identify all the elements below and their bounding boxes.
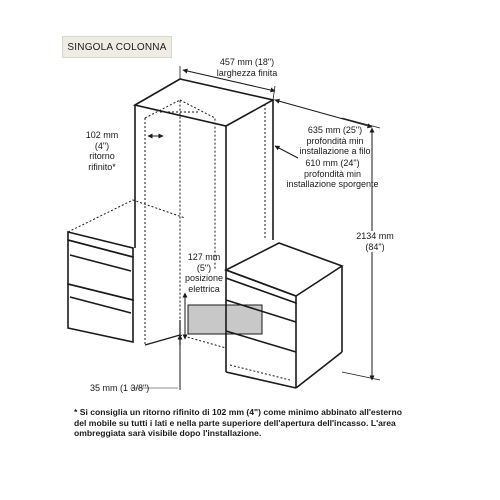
electrical-inch: (5") bbox=[196, 262, 212, 273]
height-inch: (84") bbox=[365, 241, 385, 252]
depth-flush-desc-2: installazione a filo bbox=[299, 146, 371, 156]
electrical-dimension-label bbox=[178, 252, 230, 294]
depth-proud-label bbox=[275, 158, 390, 190]
depth-flush-value: 635 mm (25") bbox=[307, 125, 363, 135]
return-inch: (4") bbox=[94, 140, 110, 151]
return-value: 102 mm bbox=[85, 130, 119, 140]
height-dimension-label bbox=[349, 231, 401, 252]
return-dimension-label bbox=[72, 130, 132, 172]
electrical-zone bbox=[188, 305, 262, 334]
bottom-dimension-label: 35 mm (1 3/8") bbox=[90, 383, 150, 393]
depth-flush-desc-1: profondità min bbox=[306, 135, 364, 146]
depth-proud-desc-2: installazione sporgente bbox=[286, 179, 379, 189]
height-value: 2134 mm bbox=[356, 231, 394, 241]
return-desc-2: rifinito* bbox=[88, 161, 116, 172]
return-desc-1: ritorno bbox=[89, 151, 115, 161]
width-value: 457 mm (18") bbox=[219, 57, 275, 67]
depth-proud-value: 610 mm (24") bbox=[305, 158, 360, 168]
width-dimension-label bbox=[192, 57, 302, 78]
depth-flush-label bbox=[285, 125, 385, 157]
left-base-cabinet bbox=[68, 200, 185, 342]
electrical-value: 127 mm bbox=[187, 252, 221, 262]
depth-proud-desc-1: profondità min bbox=[303, 168, 362, 179]
width-desc: larghezza finita bbox=[216, 67, 278, 78]
electrical-desc-1: posizione bbox=[184, 273, 224, 283]
footnote: * Si consiglia un ritorno rifinito di 102 mm (4") come minimo abbinato all'esterno del mobile su tutti i lati e nella parte superiore dell'apertura dell'incasso. L'area ombreggiata sarà visibile dopo l'installazione. bbox=[74, 407, 402, 439]
config-badge: SINGOLA COLONNA bbox=[62, 36, 172, 58]
electrical-desc-2: elettrica bbox=[188, 283, 220, 294]
